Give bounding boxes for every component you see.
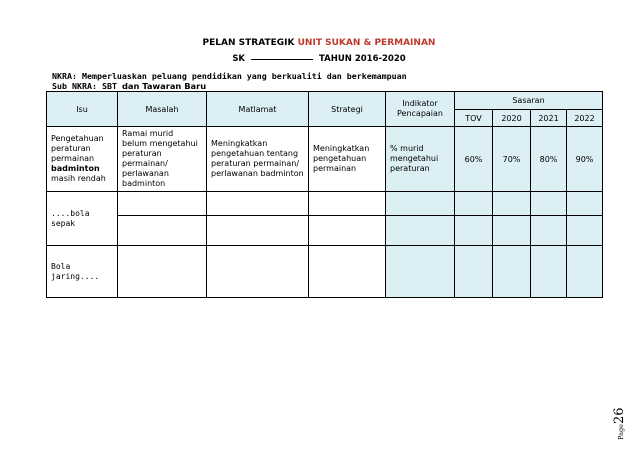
table-row: [47, 246, 603, 298]
row3-strategi: [309, 246, 386, 298]
row3-target-2020: [493, 246, 531, 298]
row3-matlamat: [207, 246, 309, 298]
row2-masalah: [118, 192, 207, 216]
row2-strategi: [309, 192, 386, 216]
row1-masalah-line: perlawanan: [122, 169, 169, 178]
row1-strategi: [309, 127, 386, 192]
row1-masalah-line: permainan/: [122, 159, 168, 168]
row2b-target-2022: [567, 216, 603, 246]
title-highlight: UNIT SUKAN & PERMAINAN: [297, 38, 436, 48]
row3-target-2022: [567, 246, 603, 298]
row1-strategi-line: pengetahuan: [313, 154, 367, 163]
row1-matlamat-line: perlawanan badminton: [211, 169, 304, 178]
nkra-line: NKRA: Memperluaskan peluang pendidikan yang berkualiti dan berkemampuan: [52, 71, 407, 81]
row1-masalah-line: badminton: [122, 179, 166, 188]
table-row: [47, 127, 603, 192]
row2-matlamat: [207, 192, 309, 216]
row2-target-2021: [531, 192, 567, 216]
row1-isu: [47, 127, 118, 192]
page-title: [0, 38, 638, 48]
row1-isu-line: masih rendah: [51, 174, 106, 183]
row1-isu-line: Pengetahuan: [51, 134, 104, 143]
row1-indikator-line: mengetahui: [390, 154, 439, 163]
header-year-2022: 2022: [567, 110, 603, 127]
row2b-target-tov: [455, 216, 493, 246]
row3-isu-text: Bola jaring....: [51, 261, 100, 281]
row1-masalah-line: belum mengetahui: [122, 139, 198, 148]
header-strategi: Strategi: [309, 92, 386, 127]
row3-target-2021: [531, 246, 567, 298]
subtitle: [0, 54, 638, 64]
row1-masalah-line: peraturan: [122, 149, 162, 158]
sub-nkra-line: [52, 81, 206, 91]
header-year-2021: 2021: [531, 110, 567, 127]
row1-matlamat-line: Meningkatkan: [211, 139, 268, 148]
table-row: [47, 192, 603, 216]
strategic-plan-table: [46, 91, 603, 298]
header-masalah: Masalah: [118, 92, 207, 127]
row1-target-2021: 80%: [531, 127, 567, 192]
row2-target-2020: [493, 192, 531, 216]
row3-masalah: [118, 246, 207, 298]
row2b-indikator: [386, 216, 455, 246]
row1-target-2022: 90%: [567, 127, 603, 192]
header-matlamat: Matlamat: [207, 92, 309, 127]
subtitle-right: TAHUN 2016-2020: [319, 54, 406, 64]
row2b-strategi: [309, 216, 386, 246]
page-number: [608, 392, 627, 440]
row2b-target-2020: [493, 216, 531, 246]
title-prefix: PELAN STRATEGIK: [202, 38, 295, 48]
row2b-target-2021: [531, 216, 567, 246]
row1-indikator-line: peraturan: [390, 164, 430, 173]
row3-indikator: [386, 246, 455, 298]
row2-isu: [47, 192, 118, 246]
header-sasaran: Sasaran: [455, 92, 603, 110]
row2b-masalah: [118, 216, 207, 246]
row1-strategi-line: permainan: [313, 164, 357, 173]
header-indikator-text: Indikator Pencapaian: [396, 99, 443, 118]
row2-isu-text: ....bola sepak: [51, 208, 90, 228]
row3-isu: [47, 246, 118, 298]
row1-masalah: [118, 127, 207, 192]
header-year-2020: 2020: [493, 110, 531, 127]
subtitle-left: SK: [232, 54, 246, 64]
row1-target-2020: 70%: [493, 127, 531, 192]
fill-in-blank: [251, 59, 313, 60]
row1-target-tov: 60%: [455, 127, 493, 192]
row2-target-tov: [455, 192, 493, 216]
row1-masalah-line: Ramai murid: [122, 129, 174, 138]
row1-isu-line: permainan: [51, 154, 95, 163]
row1-indikator: [386, 127, 455, 192]
row1-matlamat: [207, 127, 309, 192]
row2-indikator: [386, 192, 455, 216]
sub-nkra-rest: dan Tawaran Baru: [121, 81, 207, 91]
row1-matlamat-line: peraturan permainan/: [211, 159, 300, 168]
row1-indikator-line: % murid: [390, 144, 424, 153]
page-number-value: 26: [612, 407, 627, 425]
row1-strategi-line: Meningkatkan: [313, 144, 370, 153]
header-year-tov: TOV: [455, 110, 493, 127]
row1-isu-line: peraturan: [51, 144, 91, 153]
header-indikator: [386, 92, 455, 127]
header-isu: Isu: [47, 92, 118, 127]
row2b-matlamat: [207, 216, 309, 246]
table-row: [47, 216, 603, 246]
row2-target-2022: [567, 192, 603, 216]
row1-matlamat-line: pengetahuan tentang: [211, 149, 299, 158]
page-word: Page: [617, 424, 625, 440]
sub-nkra-prefix: Sub NKRA: SBT: [52, 81, 117, 91]
row3-target-tov: [455, 246, 493, 298]
row1-isu-bold: badminton: [51, 164, 100, 173]
